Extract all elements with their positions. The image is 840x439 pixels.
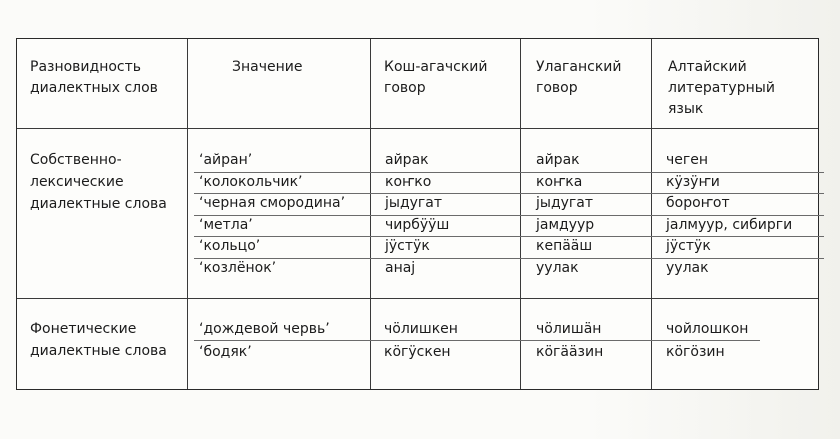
ulagan-cell: коҥка — [536, 174, 583, 190]
category-line: лексические — [30, 174, 124, 190]
meaning-cell: ‘бодяк’ — [199, 344, 252, 360]
literary-cell: кӧгӧзин — [666, 344, 725, 360]
category-line: Фонетические — [30, 321, 137, 337]
header-literary — [668, 57, 775, 120]
ulagan-cell: јамдуур — [536, 217, 595, 233]
meaning-cell: ‘козлёнок’ — [199, 260, 277, 276]
literary-cell: чеген — [666, 152, 709, 168]
literary-cell: јалмуур, сибирги — [666, 217, 793, 233]
header-meaning — [232, 57, 302, 78]
column-divider — [370, 39, 371, 389]
header-literary-line: литературный — [668, 80, 775, 96]
header-literary-line: язык — [668, 101, 704, 117]
ulagan-cell: кепääш — [536, 238, 593, 254]
header-kosh-agach — [384, 57, 488, 99]
ulagan-cell: јыдугат — [536, 195, 593, 211]
ulagan-cell: чӧлишäн — [536, 321, 602, 337]
literary-cell: јӱстӱк — [666, 238, 711, 254]
category-line: Собственно- — [30, 152, 122, 168]
kosh-agach-cell: анај — [385, 260, 416, 276]
kosh-agach-cell: чӧлишкен — [384, 321, 458, 337]
row-rule — [194, 258, 824, 259]
header-ulagan-line: говор — [536, 80, 578, 96]
literary-cell: бороҥот — [666, 195, 730, 211]
meaning-cell: ‘колокольчик’ — [199, 174, 303, 190]
kosh-agach-cell: айрак — [385, 152, 429, 168]
meaning-cell: ‘метла’ — [199, 217, 253, 233]
literary-cell: чойлошкон — [666, 321, 749, 337]
header-variety — [30, 57, 158, 99]
category-line: диалектные слова — [30, 343, 167, 359]
row-rule — [194, 236, 824, 237]
meaning-cell: ‘черная смородина’ — [199, 195, 346, 211]
header-kosh-agach-line: Кош-агачский — [384, 59, 488, 75]
literary-cell: уулак — [666, 260, 709, 276]
column-divider — [187, 39, 188, 389]
kosh-agach-cell: јыдугат — [385, 195, 442, 211]
header-variety-line: диалектных слов — [30, 80, 158, 96]
category-line: диалектные слова — [30, 196, 167, 212]
meaning-cell: ‘дождевой червь’ — [199, 321, 330, 337]
group-divider — [17, 298, 818, 299]
ulagan-cell: кӧгääзин — [536, 344, 604, 360]
header-ulagan-line: Улаганский — [536, 59, 622, 75]
column-divider — [520, 39, 521, 389]
category-phonetic — [30, 318, 167, 362]
meaning-cell: ‘айран’ — [199, 152, 253, 168]
header-variety-line: Разновидность — [30, 59, 142, 75]
header-kosh-agach-line: говор — [384, 80, 426, 96]
ulagan-cell: айрак — [536, 152, 580, 168]
ulagan-cell: уулак — [536, 260, 579, 276]
kosh-agach-cell: јӱстӱк — [385, 238, 430, 254]
header-literary-line: Алтайский — [668, 59, 747, 75]
kosh-agach-cell: кӧгӱскен — [384, 344, 451, 360]
header-meaning-line: Значение — [232, 59, 303, 75]
kosh-agach-cell: чирбӱӱш — [385, 217, 450, 233]
header-row-divider — [17, 128, 818, 129]
literary-cell: кӱзӱҥи — [666, 174, 720, 190]
kosh-agach-cell: коҥко — [385, 174, 432, 190]
meaning-cell: ‘кольцо’ — [199, 238, 261, 254]
header-ulagan — [536, 57, 622, 99]
category-lexical — [30, 149, 167, 215]
column-divider — [651, 39, 652, 389]
